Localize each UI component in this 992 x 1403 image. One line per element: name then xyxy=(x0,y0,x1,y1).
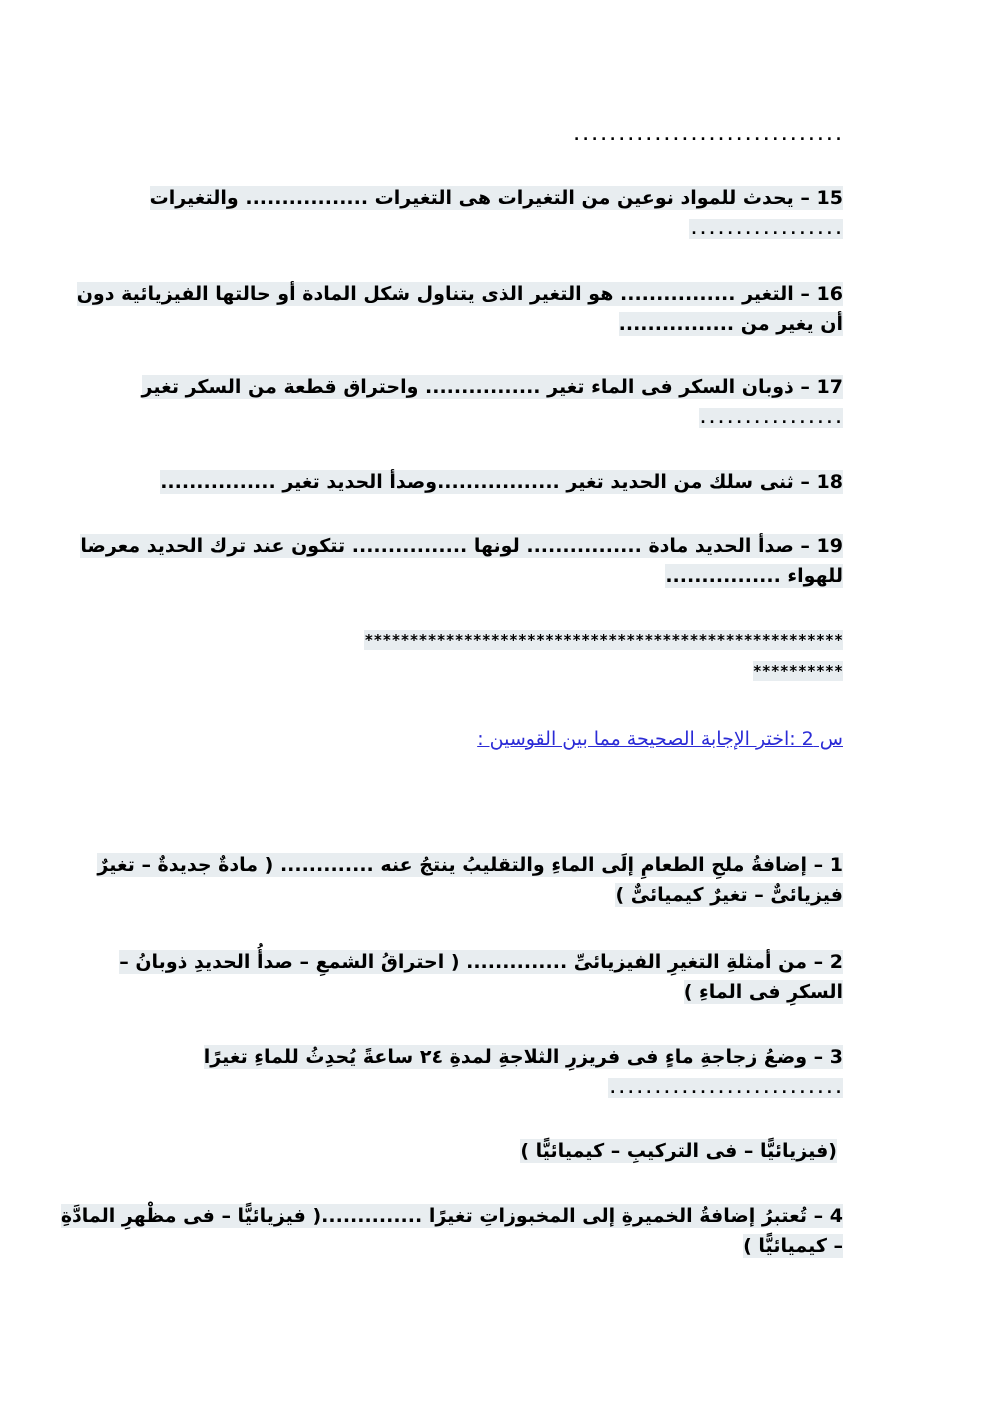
section-2-heading-link[interactable]: س 2 :اختر الإجابة الصحيحة مما بين القوسين : xyxy=(477,728,843,750)
mcq-3-line-1: 3 – وضعُ زجاجةِ ماءٍ فى فريزرِ الثلاجةِ لمدةِ ٢٤ ساعةً يُحدِثُ للماءِ تغيرًا xyxy=(203,1046,843,1068)
star-separator-line-1: ***************************************************** xyxy=(364,631,843,649)
question-16-line-2: أن يغير من ................ xyxy=(618,313,843,335)
mcq-4-line-1: 4 – تُعتبرُ إضافةُ الخميرةِ إلى المخبوزاتِ تغيرًا ..............( فيزيائيًّا – فى مظْهرِ المادَّةِ xyxy=(60,1205,843,1227)
mcq-question-3-options xyxy=(137,1136,837,1166)
mcq-question-1 xyxy=(97,850,843,910)
question-17 xyxy=(143,372,843,433)
mcq-4-line-2: – كيميائيًّا ) xyxy=(743,1235,843,1257)
question-15 xyxy=(143,183,843,244)
question-16 xyxy=(76,279,843,339)
question-18 xyxy=(143,467,843,497)
question-17-line-2: ................ xyxy=(698,409,843,427)
mcq-2-line-2: السكرِ فى الماءِ ) xyxy=(683,981,843,1003)
mcq-question-4 xyxy=(60,1201,843,1261)
star-separator-line-2: ********** xyxy=(752,662,843,680)
question-16-line-1: 16 – التغير ................ هو التغير الذى يتناول شكل المادة أو حالتها الفيزيائية دون xyxy=(76,283,843,305)
top-blank-line xyxy=(143,119,843,150)
star-separator xyxy=(143,624,843,686)
question-18-line-1: 18 – ثنى سلك من الحديد تغير .................وصدأ الحديد تغير ................ xyxy=(160,471,843,493)
mcq-question-2 xyxy=(119,947,843,1007)
question-17-line-1: 17 – ذوبان السكر فى الماء تغير ................ واحتراق قطعة من السكر تغير xyxy=(141,376,843,398)
mcq-1-line-2: فيزيائىٌّ – تغيرٌ كيميائىٌّ ) xyxy=(615,884,843,906)
mcq-2-line-1: 2 – من أمثلةِ التغيرِ الفيزيائىِّ .............. ( احتراقُ الشمعِ – صدأُ الحديدِ ذوبانُ – xyxy=(119,951,843,973)
question-19-line-1: 19 – صدأ الحديد مادة ................ لونها ................ تتكون عند ترك الحديد معرضا xyxy=(80,535,843,557)
section-2-heading-block xyxy=(143,724,843,754)
mcq-3-line-2: .......................... xyxy=(608,1079,843,1097)
mcq-question-3 xyxy=(143,1042,843,1103)
question-15-line-1: 15 – يحدث للمواد نوعين من التغيرات هى التغيرات ................. والتغيرات xyxy=(149,187,843,209)
blank-dots: .............................. xyxy=(572,126,843,144)
question-19-line-2: للهواء ................ xyxy=(665,565,843,587)
question-15-line-2: ................. xyxy=(689,220,843,238)
question-19 xyxy=(80,531,843,591)
mcq-1-line-1: 1 – إضافةُ ملحِ الطعامِ إلَى الماءِ والتقليبُ ينتجُ عنه ............. ( مادةٌ جديدةٌ – تغيرٌ xyxy=(97,854,843,876)
mcq-3-options: (فيزيائيًّا – فى التركيبِ – كيميائيًّا ) xyxy=(520,1140,837,1162)
